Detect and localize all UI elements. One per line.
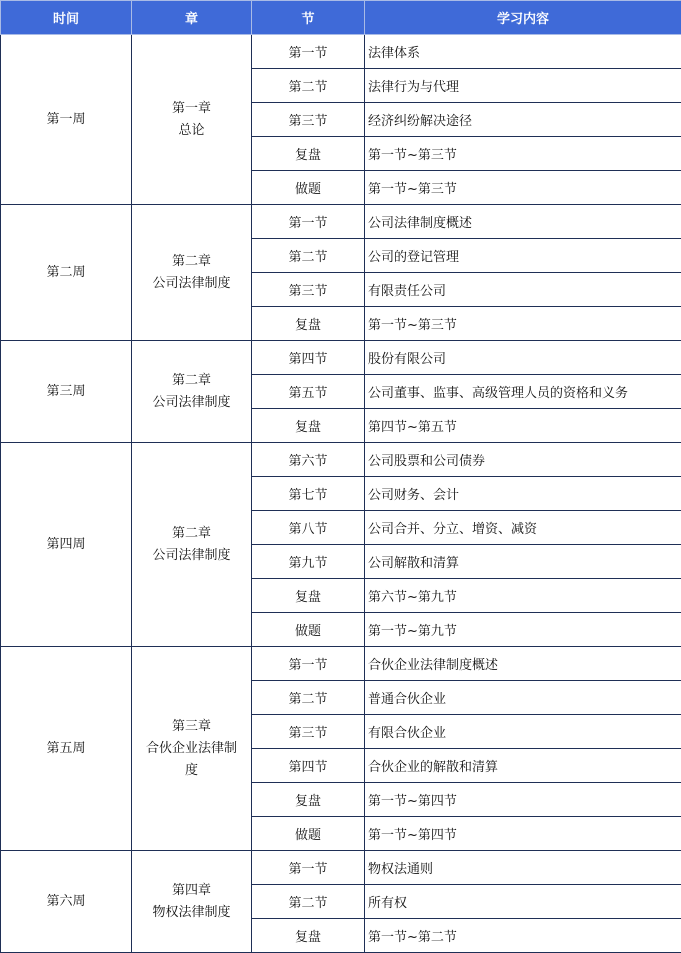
chapter-line: 第二章 [171, 525, 211, 541]
chapter-text [148, 251, 234, 295]
section-cell: 做题 [252, 817, 365, 851]
content-cell: 法律体系 [365, 35, 681, 69]
section-cell: 第四节 [252, 749, 365, 783]
chapter-line: 公司法律制度 [152, 275, 231, 291]
chapter-line: 第二章 [171, 253, 211, 269]
section-cell: 复盘 [252, 919, 365, 953]
content-cell: 有限责任公司 [365, 273, 681, 307]
content-cell: 法律行为与代理 [365, 69, 681, 103]
week-cell: 第二周 [1, 205, 132, 341]
table-body [1, 35, 681, 953]
section-cell: 第二节 [252, 681, 365, 715]
chapter-cell [132, 35, 252, 205]
table-row [1, 205, 681, 239]
section-cell: 第三节 [252, 103, 365, 137]
chapter-line: 公司法律制度 [152, 394, 231, 410]
content-cell: 物权法通则 [365, 851, 681, 885]
content-cell: 第一节~第九节 [365, 613, 681, 647]
chapter-line: 合伙企业法律制 [145, 740, 237, 756]
table-row [1, 443, 681, 477]
header-row [1, 1, 681, 35]
chapter-text [142, 716, 241, 782]
section-cell: 复盘 [252, 409, 365, 443]
chapter-line: 物权法律制度 [152, 904, 231, 920]
content-cell: 经济纠纷解决途径 [365, 103, 681, 137]
chapter-line: 第三章 [171, 718, 211, 734]
content-cell: 股份有限公司 [365, 341, 681, 375]
section-cell: 复盘 [252, 137, 365, 171]
chapter-line: 第四章 [171, 882, 211, 898]
chapter-line: 第二章 [171, 372, 211, 388]
chapter-text [148, 880, 234, 924]
content-cell: 第六节~第九节 [365, 579, 681, 613]
content-cell: 第一节~第三节 [365, 307, 681, 341]
chapter-text [148, 523, 234, 567]
section-cell: 做题 [252, 613, 365, 647]
table-row [1, 341, 681, 375]
section-cell: 第一节 [252, 647, 365, 681]
week-cell: 第三周 [1, 341, 132, 443]
content-cell: 第一节~第四节 [365, 783, 681, 817]
chapter-cell [132, 443, 252, 647]
content-cell: 合伙企业法律制度概述 [365, 647, 681, 681]
chapter-line: 公司法律制度 [152, 547, 231, 563]
content-cell: 公司的登记管理 [365, 239, 681, 273]
content-cell: 第一节~第三节 [365, 137, 681, 171]
content-cell: 公司董事、监事、高级管理人员的资格和义务 [365, 375, 681, 409]
chapter-cell [132, 647, 252, 851]
section-cell: 做题 [252, 171, 365, 205]
chapter-cell [132, 851, 252, 953]
content-cell: 公司财务、会计 [365, 477, 681, 511]
header-content: 学习内容 [365, 1, 681, 35]
content-cell: 公司股票和公司债券 [365, 443, 681, 477]
chapter-cell [132, 341, 252, 443]
section-cell: 复盘 [252, 783, 365, 817]
chapter-cell [132, 205, 252, 341]
section-cell: 第九节 [252, 545, 365, 579]
week-cell: 第四周 [1, 443, 132, 647]
chapter-text [168, 98, 215, 142]
content-cell: 普通合伙企业 [365, 681, 681, 715]
chapter-line: 第一章 [171, 100, 211, 116]
content-cell: 第一节~第二节 [365, 919, 681, 953]
section-cell: 第一节 [252, 205, 365, 239]
content-cell: 公司解散和清算 [365, 545, 681, 579]
section-cell: 第四节 [252, 341, 365, 375]
content-cell: 公司合并、分立、增资、减资 [365, 511, 681, 545]
chapter-line: 度 [184, 762, 198, 778]
content-cell: 第一节~第三节 [365, 171, 681, 205]
section-cell: 第二节 [252, 885, 365, 919]
content-cell: 公司法律制度概述 [365, 205, 681, 239]
table-row [1, 851, 681, 885]
section-cell: 第六节 [252, 443, 365, 477]
section-cell: 第一节 [252, 35, 365, 69]
section-cell: 第一节 [252, 851, 365, 885]
table-row [1, 35, 681, 69]
content-cell: 有限合伙企业 [365, 715, 681, 749]
chapter-text [148, 370, 234, 414]
section-cell: 第七节 [252, 477, 365, 511]
content-cell: 合伙企业的解散和清算 [365, 749, 681, 783]
section-cell: 第三节 [252, 273, 365, 307]
header-time: 时间 [1, 1, 132, 35]
week-cell: 第一周 [1, 35, 132, 205]
week-cell: 第五周 [1, 647, 132, 851]
section-cell: 第二节 [252, 239, 365, 273]
table-row [1, 647, 681, 681]
section-cell: 第三节 [252, 715, 365, 749]
content-cell: 第四节~第五节 [365, 409, 681, 443]
content-cell: 所有权 [365, 885, 681, 919]
header-section: 节 [252, 1, 365, 35]
chapter-line: 总论 [178, 122, 205, 138]
header-chapter: 章 [132, 1, 252, 35]
section-cell: 第二节 [252, 69, 365, 103]
section-cell: 第五节 [252, 375, 365, 409]
section-cell: 第八节 [252, 511, 365, 545]
section-cell: 复盘 [252, 579, 365, 613]
section-cell: 复盘 [252, 307, 365, 341]
content-cell: 第一节~第四节 [365, 817, 681, 851]
week-cell: 第六周 [1, 851, 132, 953]
